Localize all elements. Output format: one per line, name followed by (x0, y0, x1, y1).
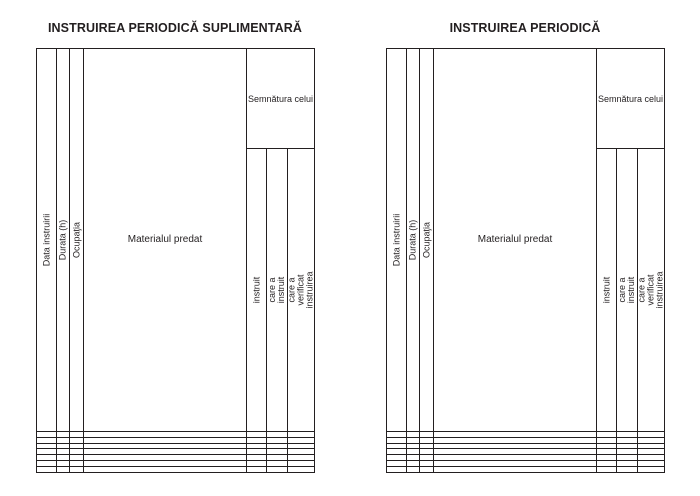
entry-cell[interactable] (37, 467, 57, 473)
header-instructed (247, 149, 267, 432)
entry-cell[interactable] (70, 467, 84, 473)
header-date-label: Data instruirii (41, 213, 51, 267)
header-material-label: Materialul predat (127, 234, 203, 246)
header-duration-label: Durata (h) (57, 219, 68, 261)
header-occupation (420, 49, 434, 432)
header-material (84, 49, 247, 432)
header-date (37, 49, 57, 432)
entry-cell[interactable] (288, 467, 315, 473)
header-date-label: Data instruirii (391, 213, 401, 267)
header-verifier (638, 149, 665, 432)
header-instructed (597, 149, 617, 432)
header-instructor (617, 149, 638, 432)
entry-cell[interactable] (247, 467, 267, 473)
header-material-label: Materialul predat (477, 234, 553, 246)
header-occupation-label: Ocupaţia (71, 221, 81, 258)
entry-cell[interactable] (420, 467, 434, 473)
header-instructor-label: care a instruit (617, 276, 636, 304)
header-instructed-label: instruit (251, 276, 261, 304)
entry-cell[interactable] (434, 467, 597, 473)
entry-cell[interactable] (387, 467, 407, 473)
header-verifier (288, 149, 315, 432)
entry-row (387, 467, 665, 473)
header-verifier-label: care a verificat instruirea (636, 271, 665, 309)
entry-cell[interactable] (267, 467, 288, 473)
left-form-table (36, 48, 314, 473)
header-duration-label: Durata (h) (407, 219, 418, 261)
header-signature-group (597, 49, 665, 149)
right-form-table (386, 48, 664, 473)
entry-cell[interactable] (638, 467, 665, 473)
header-duration (407, 49, 420, 432)
header-duration (57, 49, 70, 432)
header-instructor-label: care a instruit (267, 276, 286, 304)
header-instructed-label: instruit (601, 276, 611, 304)
header-signature-group-label: Semnătura celui (247, 93, 314, 104)
entry-row (37, 467, 315, 473)
header-verifier-label: care a verificat instruirea (286, 271, 315, 309)
entry-cell[interactable] (617, 467, 638, 473)
header-instructor (267, 149, 288, 432)
header-date (387, 49, 407, 432)
entry-cell[interactable] (84, 467, 247, 473)
entry-cell[interactable] (407, 467, 420, 473)
header-signature-group (247, 49, 315, 149)
right-form-title: INSTRUIREA PERIODICĂ (449, 21, 601, 35)
entry-cell[interactable] (57, 467, 70, 473)
header-signature-group-label: Semnătura celui (597, 93, 664, 104)
left-form-title: INSTRUIREA PERIODICĂ SUPLIMENTARĂ (47, 21, 302, 35)
header-material (434, 49, 597, 432)
entry-cell[interactable] (597, 467, 617, 473)
header-occupation (70, 49, 84, 432)
header-occupation-label: Ocupaţia (421, 221, 431, 258)
